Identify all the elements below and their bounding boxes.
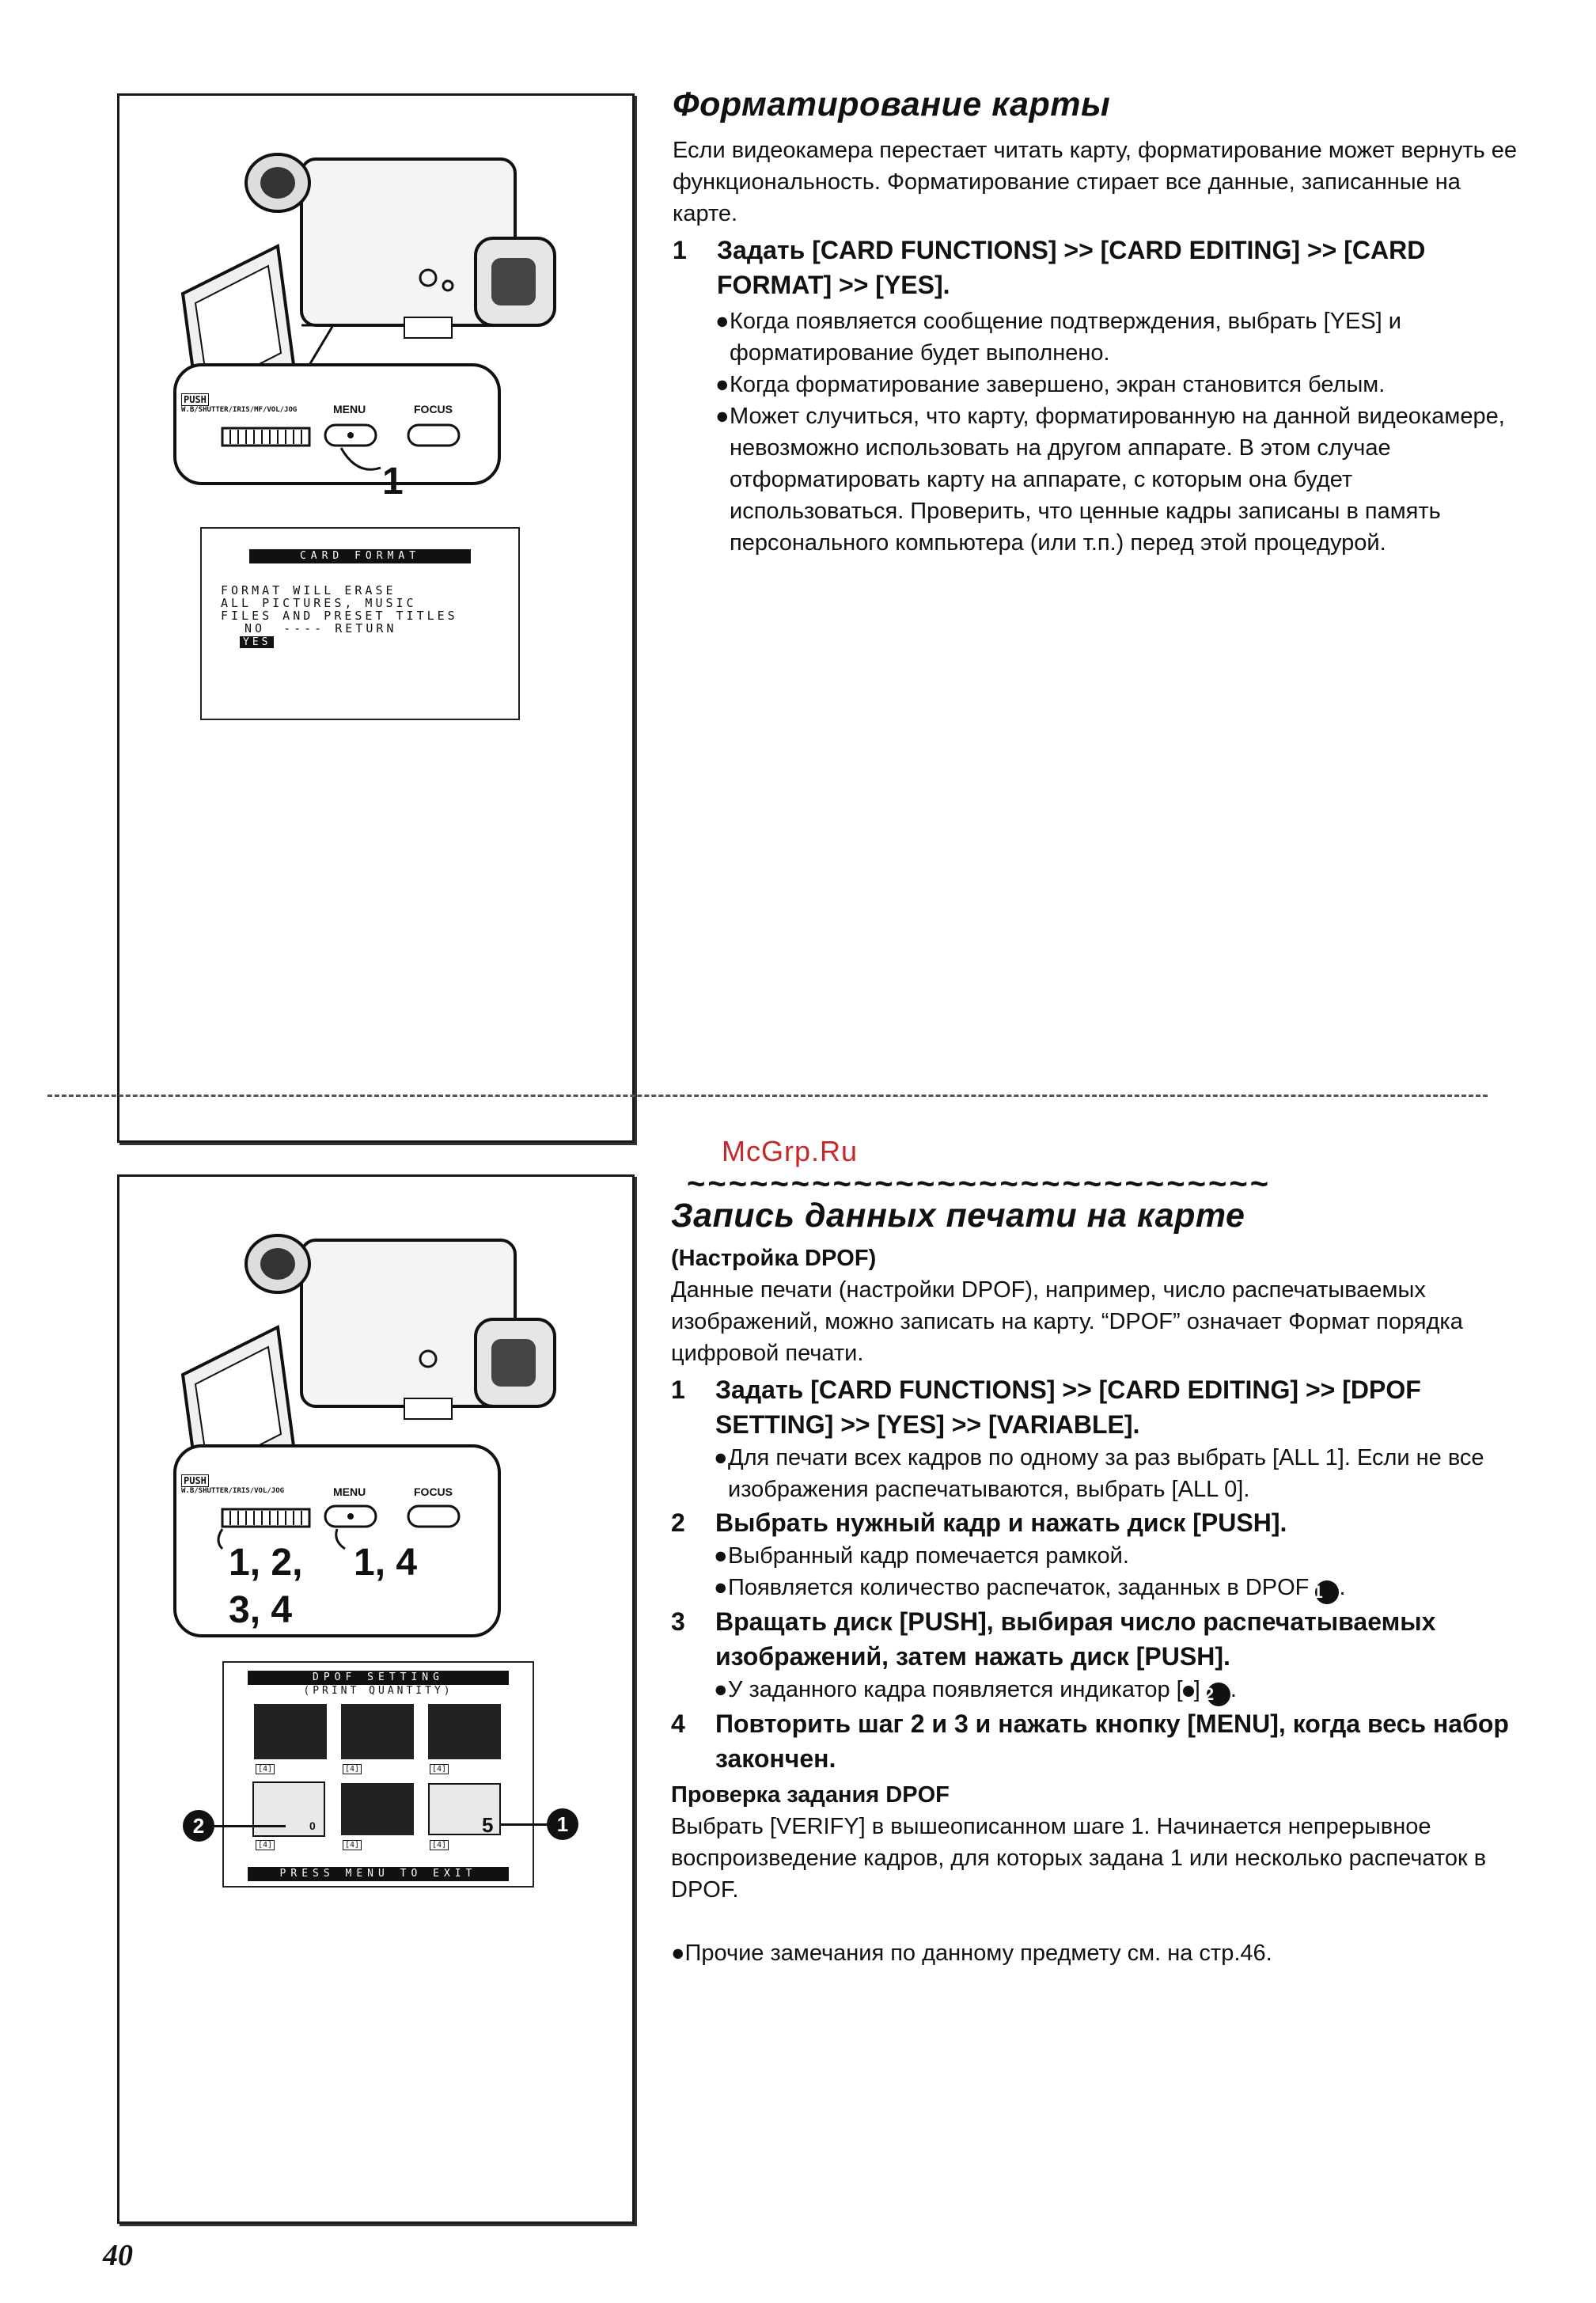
print-quantity: 5: [482, 1813, 494, 1837]
section-2-step-4: 4 Повторить шаг 2 и 3 и нажать кнопку [MENU], когда весь набор закончен.: [671, 1709, 1509, 1773]
thumb-tag-3: [4]: [430, 1764, 449, 1774]
section-1-bullet-3: ●Может случиться, что карту, форматированную на данной видеокамере, невозможно использовать на другом аппарате. В этом случае отформатировать карту на аппарате, с которым она будет использоваться. Проверить, что ценные кадры записаны в память персонального компьютера (или т.п.) перед этой процедурой.: [715, 404, 1505, 556]
camera-illustration: [167, 127, 586, 523]
illustration-panel-format: [117, 93, 635, 1143]
menu-button-label: MENU: [333, 403, 366, 415]
marker-1-leader: [499, 1823, 548, 1826]
circle-1-icon: 1: [1315, 1580, 1339, 1604]
section-2-body: [671, 1243, 1533, 1969]
dpof-screen-subtitle: (PRINT QUANTITY): [303, 1685, 453, 1697]
section-2-step-1: 1 Задать [CARD FUNCTIONS] >> [CARD EDITING] >> [DPOF SETTING] >> [YES] >> [VARIABLE].: [671, 1375, 1421, 1439]
screen-title: CARD FORMAT: [249, 549, 471, 563]
indicator-dot-icon: [1183, 1686, 1194, 1697]
dpof-setting-screen: [222, 1661, 534, 1888]
callout-step-1: 1: [382, 461, 404, 503]
thumbnail-5[interactable]: [341, 1783, 414, 1835]
thumbnail-3[interactable]: [428, 1704, 501, 1759]
illustration-panel-dpof: [117, 1174, 635, 2224]
section-2-note: ●Прочие замечания по данному предмету см. на стр.46.: [671, 1941, 1272, 1966]
step-number: 1: [673, 236, 687, 264]
section-2-subtitle: (Настройка DPOF): [671, 1246, 877, 1271]
watermark: McGrp.Ru: [722, 1135, 859, 1167]
section-1-step-1: [673, 233, 1527, 302]
thumbnail-1[interactable]: [254, 1704, 327, 1759]
card-format-screen: [200, 527, 520, 720]
section-1-bullet-1: ●Когда появляется сообщение подтверждения, выбрать [YES] и форматирование будет выполнено.: [715, 309, 1401, 366]
dial-label: W.B/SHUTTER/IRIS/MF/VOL/JOG: [181, 406, 298, 414]
marker-2-leader: [213, 1825, 286, 1827]
dpof-screen-title: DPOF SETTING: [248, 1671, 509, 1685]
step-2-bullet-2: ●Появляется количество распечаток, заданных в DPOF 1 .: [671, 1572, 1533, 1604]
screen-option-no: NO: [245, 621, 266, 636]
thumbnail-2[interactable]: [341, 1704, 414, 1759]
camera-illustration-2: [167, 1208, 586, 1652]
page-cut-line: [47, 1095, 1488, 1097]
dial-label-2: W.B/SHUTTER/IRIS/VOL/JOG: [181, 1487, 285, 1495]
callout-steps-1-2: 1, 2,: [229, 1542, 303, 1584]
section-1-body: [673, 135, 1527, 559]
thumb-tag-1: [4]: [256, 1764, 275, 1774]
print-count-indicator: 0: [309, 1819, 316, 1832]
section-2-title: Запись данных печати на карте: [671, 1197, 1245, 1235]
callout-steps-1-4: 1, 4: [354, 1542, 418, 1584]
camcorder-drawing-2: [167, 1208, 586, 1652]
screen-return: ---- RETURN: [283, 621, 397, 636]
menu-button-label-2: MENU: [333, 1485, 366, 1498]
check-dpof-title: Проверка задания DPOF: [671, 1782, 950, 1808]
screen-line-1: FORMAT WILL ERASE: [221, 583, 396, 598]
screen-line-2: ALL PICTURES, MUSIC: [221, 596, 417, 610]
section-2-step-2: 2 Выбрать нужный кадр и нажать диск [PUSH].: [671, 1508, 1287, 1537]
marker-2-icon: 2: [183, 1810, 214, 1842]
section-2-intro: Данные печати (настройки DPOF), например, число распечатываемых изображений, можно записать на карту. “DPOF” означает Формат порядка цифровой печати.: [671, 1277, 1463, 1366]
marker-1-icon: 1: [547, 1808, 578, 1840]
step-1-bullet: ●Для печати всех кадров по одному за раз выбрать [ALL 1]. Если не все изображения распечатываются, выбрать [ALL 0].: [714, 1445, 1484, 1502]
step-text: Задать [CARD FUNCTIONS] >> [CARD EDITING] >> [CARD FORMAT] >> [YES].: [717, 236, 1426, 299]
section-2-step-3: 3 Вращать диск [PUSH], выбирая число распечатываемых изображений, затем нажать диск [PUSH].: [671, 1607, 1436, 1671]
push-label-2: PUSH: [181, 1474, 209, 1487]
decorative-wave: ~~~~~~~~~~~~~~~~~~~~~~~~~~~~: [687, 1167, 1272, 1201]
section-1-bullet-2: ●Когда форматирование завершено, экран становится белым.: [715, 372, 1386, 397]
screen-option-yes: YES: [240, 636, 274, 648]
page-number: 40: [103, 2239, 133, 2272]
thumb-tag-6: [4]: [430, 1840, 449, 1850]
circle-2-icon: 2: [1207, 1683, 1230, 1706]
section-1-title: Форматирование карты: [673, 85, 1111, 123]
push-label: PUSH: [181, 393, 209, 406]
section-1-intro: Если видеокамера перестает читать карту, форматирование может вернуть ее функциональность. Форматирование стирает все данные, записанные на карте.: [673, 138, 1518, 226]
thumb-tag-2: [4]: [343, 1764, 362, 1774]
step-3-bullet: ●У заданного кадра появляется индикатор [ ] 2 .: [671, 1674, 1533, 1706]
callout-steps-3-4: 3, 4: [229, 1589, 293, 1631]
dpof-screen-footer: PRESS MENU TO EXIT: [248, 1867, 509, 1881]
step-2-bullet-1: ●Выбранный кадр помечается рамкой.: [714, 1543, 1129, 1569]
thumb-tag-4: [4]: [256, 1840, 275, 1850]
focus-button-label: FOCUS: [414, 403, 453, 415]
camcorder-drawing: [167, 127, 586, 523]
thumb-tag-5: [4]: [343, 1840, 362, 1850]
check-dpof-text: Выбрать [VERIFY] в вышеописанном шаге 1. Начинается непрерывное воспроизведение кадров, для которых задана 1 или несколько распечаток в DPOF.: [671, 1814, 1487, 1903]
screen-line-3: FILES AND PRESET TITLES: [221, 609, 458, 623]
focus-button-label-2: FOCUS: [414, 1485, 453, 1498]
